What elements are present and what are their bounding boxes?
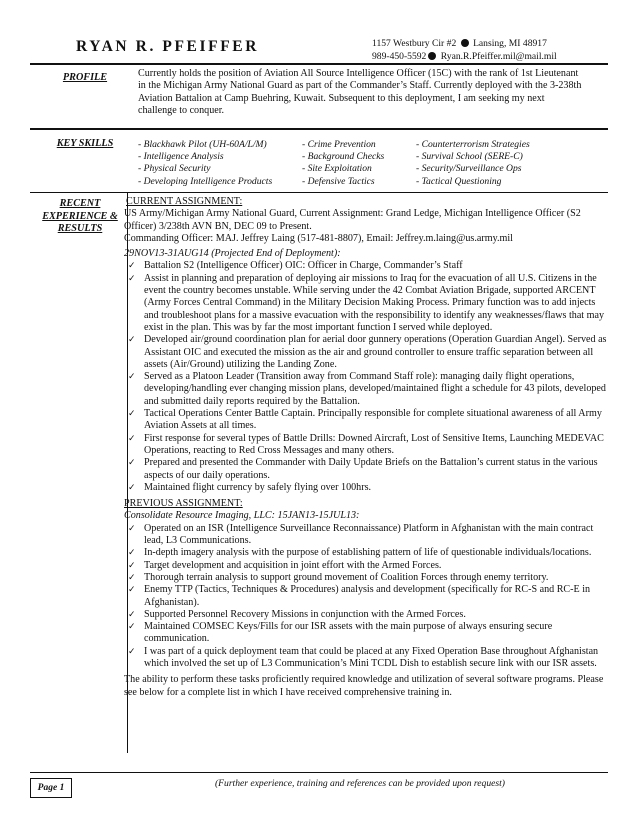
list-item: ✓ Assist in planning and preparation of deploying air missions to Iraq for the evacuation of all U.S. Citizens in the event the country becomes unstable. While serving under the 42 Combat Aviation Brigade, supported ARCENT (Army Forces Central Command) in the Military Decision Making Process. Primary function was to add injects and troubleshoot plans for a massive evacuation with the responsibility to identify any weaknesses/flaws that may exist in the plan. This was by far the most important function I served while deployed. (124, 273, 612, 334)
skills-divider (30, 192, 608, 193)
list-item: ✓ Enemy TTP (Tactics, Techniques & Procedures) analysis and development (specifically for RC-S and RC-E in Afghanistan). (124, 584, 612, 609)
list-item: ✓ Thorough terrain analysis to support ground movement of Coalition Forces through enemy territory. (124, 572, 612, 584)
skill-item: - Background Checks (302, 151, 385, 163)
profile-label: PROFILE (62, 72, 108, 83)
skill-item: - Counterterrorism Strategies (416, 139, 530, 150)
bullet-dot-icon (461, 39, 469, 47)
page-number: Page 1 (30, 778, 72, 798)
header-divider (30, 63, 608, 65)
deployment-dates: 29NOV13-31AUG14 (Projected End of Deployment): (124, 248, 341, 260)
list-item: ✓ Prepared and presented the Commander with Daily Update Briefs on the Battalion’s current status in the various aspects of our daily operations. (124, 457, 612, 482)
current-assignment-intro: US Army/Michigan Army National Guard, Current Assignment: Grand Ledge, Michigan Intelligence Officer (S2 Officer) 3/238th AVN BN, DEC 09 to Present. (124, 208, 581, 232)
bullet-dot-icon (428, 52, 436, 60)
list-item: ✓ First response for several types of Battle Drills: Downed Aircraft, Lost of Sensitive Items, Launching MEDEVAC Operations, reacting to Red Cross Messages and many others. (124, 433, 612, 458)
previous-assignment-heading: PREVIOUS ASSIGNMENT: (124, 498, 243, 510)
skill-item: - Survival School (SERE-C) (416, 151, 523, 163)
resume-name: RYAN R. PFEIFFER (76, 38, 259, 55)
commanding-officer: Commanding Officer: MAJ. Jeffrey Laing (517-481-8807), Email: Jeffrey.m.laing@us.army.mil (124, 232, 513, 244)
skill-item: - Tactical Questioning (416, 175, 502, 187)
list-item: ✓ Served as a Platoon Leader (Transition away from Command Staff role): managing daily flight operations, developing/handling ever changing mission plans, developed/maintained flight a schedule for 43 pilots, developed and submitted daily reports required by the Battalion. (124, 371, 612, 408)
address-line (372, 37, 592, 50)
skill-item: - Site Exploitation (302, 163, 372, 175)
phone-email-line (372, 50, 592, 63)
skill-item: - Security/Surveillance Ops (416, 163, 522, 175)
profile-divider (30, 128, 608, 130)
list-item: ✓ Operated on an ISR (Intelligence Surveillance Reconnaissance) Platform in Afghanistan with the main contract lead, L3 Communications. (124, 523, 612, 548)
profile-text: Currently holds the position of Aviation All Source Intelligence Officer (15C) with the rank of 1st Lieutenant in the Michigan Army National Guard as part of the Commander’s Staff. Currently deployed with the 3-238th Aviation Battalion at Camp Buehring, Kuwait. Subsequent to this deployment, I am seeking my next challenge to conquer. (138, 68, 582, 116)
city-state-zip: Lansing, MI 48917 (473, 38, 547, 49)
footer-note: (Further experience, training and references can be provided upon request) (214, 778, 506, 789)
skills-label: KEY SKILLS (56, 138, 114, 149)
list-item: ✓ Maintained COMSEC Keys/Fills for our ISR assets with the main purpose of always ensuring secure communication. (124, 621, 612, 646)
experience-label-line: RECENT (59, 198, 101, 209)
current-bullet-list (124, 260, 612, 494)
skill-item: - Developing Intelligence Products (138, 175, 273, 187)
list-item: ✓ Tactical Operations Center Battle Captain. Principally responsible for complete situational awareness of all Army Aviation Assets at all times. (124, 408, 612, 433)
skill-item: - Defensive Tactics (302, 175, 375, 187)
experience-label (34, 198, 126, 236)
list-item: ✓ Developed air/ground coordination plan for aerial door gunnery operations (Operation Guardian Angel). Served as Assistant OIC and executed the mission as the air and ground controller to ensure traffic separation between all assets (Air/Ground) utilizing the Landing Zone. (124, 334, 612, 371)
skills-column-2 (302, 139, 384, 188)
contact-info (372, 37, 592, 63)
skill-item: - Intelligence Analysis (138, 151, 224, 163)
experience-label-line: RESULTS (57, 223, 103, 234)
skill-item: - Physical Security (138, 163, 211, 175)
list-item: ✓ Supported Personnel Recovery Missions in conjunction with the Armed Forces. (124, 609, 612, 621)
phone-number: 989-450-5592 (372, 51, 427, 62)
skill-item: - Blackhawk Pilot (UH-60A/L/M) (138, 139, 267, 150)
experience-label-line: EXPERIENCE & (42, 210, 118, 222)
list-item: ✓ Target development and acquisition in joint effort with the Armed Forces. (124, 560, 612, 572)
email-address: Ryan.R.Pfeiffer.mil@mail.mil (440, 51, 557, 62)
list-item: ✓ Maintained flight currency by safely flying over 100hrs. (124, 482, 612, 494)
footer-divider (30, 772, 608, 773)
list-item: ✓ In-depth imagery analysis with the purpose of establishing pattern of life of questionable individuals/locations. (124, 547, 612, 559)
list-item: ✓ Battalion S2 (Intelligence Officer) OIC: Officer in Charge, Commander’s Staff (124, 260, 612, 272)
previous-employer: Consolidate Resource Imaging, LLC: 15JAN13-15JUL13: (124, 510, 360, 522)
closing-paragraph: The ability to perform these tasks proficiently required knowledge and utilization of several software programs. Please see below for a complete list in which I have received comprehensive training in. (124, 674, 604, 698)
skills-column-3 (416, 139, 530, 188)
skill-item: - Crime Prevention (302, 139, 376, 150)
previous-bullet-list (124, 523, 612, 671)
experience-content (124, 196, 612, 699)
list-item: ✓ I was part of a quick deployment team that could be placed at any Fixed Operation Base throughout Afghanistan which involved the set up of L3 Communication’s Mini TCDL Dish to establish secure link with our ISR assets. (124, 646, 612, 671)
current-assignment-heading: CURRENT ASSIGNMENT: (126, 196, 243, 207)
skills-column-1 (138, 139, 272, 188)
street-address: 1157 Westbury Cir #2 (372, 38, 457, 49)
